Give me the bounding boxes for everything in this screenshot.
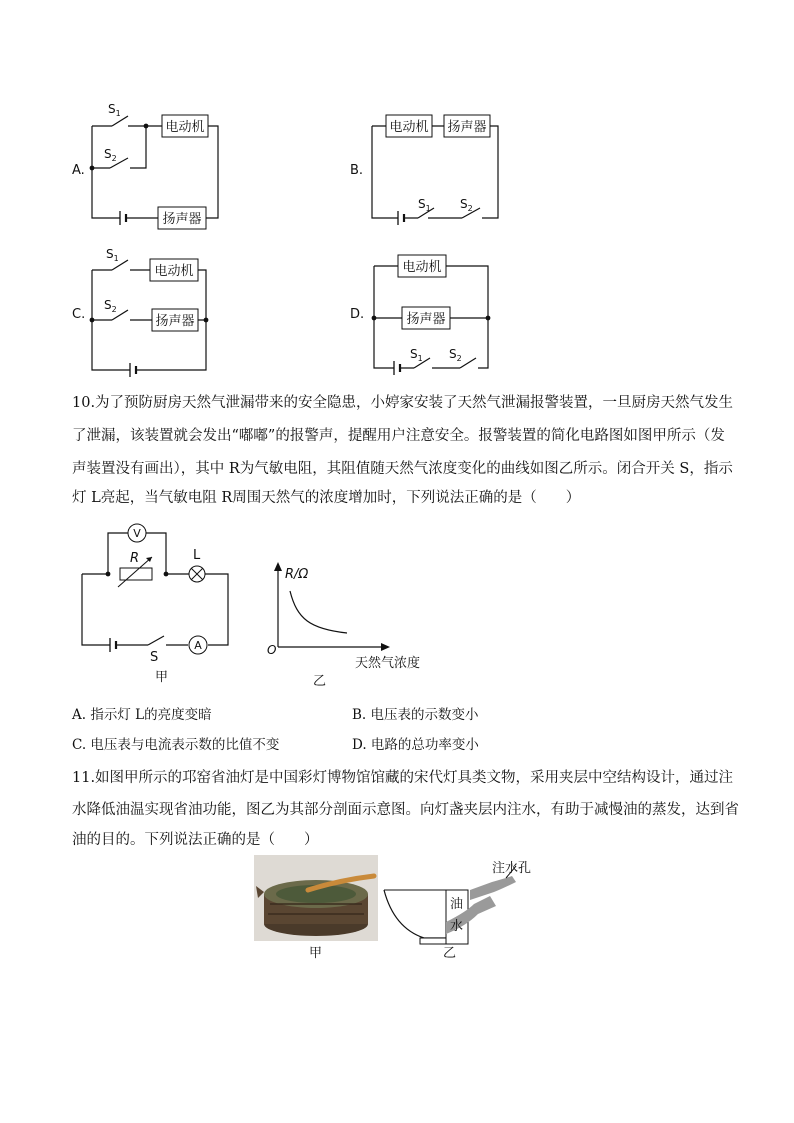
q11-line-2: 水降低油温实现省油功能，图乙为其部分剖面示意图。向灯盏夹层内注水，有助于减慢油的蒸发，达到省 [72, 802, 739, 818]
svg-text:S: S [150, 650, 159, 665]
circuit-a [72, 102, 218, 229]
q9-circuits [0, 0, 794, 385]
option-d-label: D. [350, 307, 365, 322]
svg-text:电动机: 电动机 [154, 264, 194, 279]
q10-line-2: 了泄漏，该装置就会发出“嘟嘟”的报警声，提醒用户注意安全。报警装置的简化电路图如图甲所示（发 [72, 428, 725, 444]
option-c-label: C. [72, 307, 86, 322]
svg-text:电动机: 电动机 [402, 260, 442, 275]
svg-text:扬声器: 扬声器 [155, 314, 195, 329]
figure-jia-circuit [82, 524, 228, 685]
circuit-d [350, 255, 490, 375]
q11-line-3: 油的目的。下列说法正确的是（ ） [72, 832, 319, 848]
lamp-cross-section [384, 860, 531, 961]
q10-option-b[interactable]: B. 电压表的示数变小 [352, 707, 479, 723]
svg-text:扬声器: 扬声器 [406, 312, 446, 327]
figure-jia-caption: 甲 [309, 946, 323, 961]
svg-text:R: R [130, 551, 140, 566]
svg-text:S1: $S_1$ [410, 347, 423, 363]
gas-sensitive-resistor [120, 568, 152, 580]
svg-text:S2: $S_2$ [104, 298, 117, 314]
motor-label: 电动机 [165, 120, 205, 135]
water-label: 水 [450, 919, 464, 934]
graph-y-label: R/Ω [285, 567, 309, 582]
q10-figures [0, 515, 794, 690]
oil-label: 油 [450, 897, 464, 912]
oil-lamp-photo [254, 855, 378, 961]
resistance-curve [290, 591, 347, 633]
figure-yi-graph [267, 562, 420, 689]
svg-text:S1: $S_1$ [106, 247, 119, 263]
svg-text:电动机: 电动机 [389, 120, 429, 135]
svg-text:L: L [193, 548, 201, 563]
q11-line-1: 11.如图甲所示的邛窑省油灯是中国彩灯博物馆馆藏的宋代灯具类文物，采用夹层中空结构设计，通过注 [72, 770, 734, 786]
q10-line-1: 10.为了预防厨房天然气泄漏带来的安全隐患，小婷家安装了天然气泄漏报警装置，一旦厨房天然气发生 [72, 395, 734, 411]
q11-figures [0, 852, 794, 967]
figure-jia-caption: 甲 [155, 670, 169, 685]
option-a-label: A. [72, 163, 85, 178]
svg-text:S2: $S_2$ [104, 147, 117, 163]
svg-text:S1: $S_1$ [418, 197, 431, 213]
svg-text:S2: $S_2$ [460, 197, 473, 213]
q10-option-d[interactable]: D. 电路的总功率变小 [352, 737, 479, 753]
svg-text:S2: $S_2$ [449, 347, 462, 363]
circuit-c [72, 247, 208, 377]
option-b-label: B. [350, 163, 364, 178]
svg-text:扬声器: 扬声器 [447, 120, 487, 135]
graph-x-label: 天然气浓度 [355, 656, 421, 671]
water-hole-label: 注水孔 [492, 861, 532, 876]
figure-yi-caption: 乙 [443, 946, 457, 961]
graph-origin: O [267, 643, 277, 657]
q10-line-3: 声装置没有画出），其中 R为气敏电阻，其阻值随天然气浓度变化的曲线如图乙所示。闭合开关 S，指示 [72, 461, 733, 477]
circuit-b [350, 115, 498, 225]
svg-text:A: A [194, 639, 202, 652]
q10-option-c[interactable]: C. 电压表与电流表示数的比值不变 [72, 737, 280, 753]
svg-text:V: V [133, 527, 141, 540]
speaker-label: 扬声器 [162, 212, 202, 227]
figure-yi-caption: 乙 [313, 674, 327, 689]
q10-line-4: 灯 L亮起，当气敏电阻 R周围天然气的浓度增加时，下列说法正确的是（ ） [72, 490, 581, 506]
svg-text:S1: $S_1$ [108, 102, 121, 118]
q10-option-a[interactable]: A. 指示灯 L的亮度变暗 [72, 707, 212, 723]
